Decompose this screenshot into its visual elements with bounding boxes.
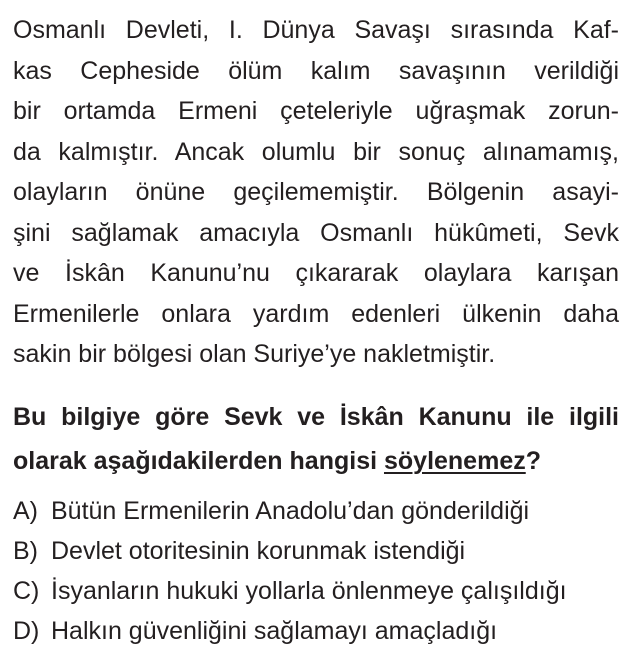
option-text: İsyanların hukuki yollarla önlenmeye çalışıldığı (51, 577, 567, 605)
question-line-prefix: olarak aşağıdakilerden hangisi (13, 447, 384, 475)
passage-line: olayların önüne geçilememiştir. Bölgenin asayi- (13, 178, 619, 206)
passage-line: sakin bir bölgesi olan Suriye’ye nakletmiştir. (13, 340, 496, 368)
question-stem (13, 395, 619, 483)
option-letter: D) (13, 617, 40, 645)
option-text: Devlet otoritesinin korunmak istendiği (51, 537, 466, 565)
passage-line: da kalmıştır. Ancak olumlu bir sonuç alınamamış, (13, 137, 619, 166)
option-letter: C) (13, 577, 40, 605)
option-letter: B) (13, 537, 38, 565)
passage-line: kas Cepheside ölüm kalım savaşının verildiği (13, 56, 619, 85)
option-a[interactable] (13, 491, 619, 531)
option-text: Bütün Ermenilerin Anadolu’dan gönderildiği (51, 497, 530, 525)
question-line: Bu bilgiye göre Sevk ve İskân Kanunu ile ilgili (13, 403, 619, 431)
answer-options (13, 491, 619, 651)
option-b[interactable] (13, 531, 619, 571)
option-letter: A) (13, 497, 38, 525)
passage-line: ve İskân Kanunu’nu çıkararak olaylara karışan (13, 259, 619, 287)
passage-line: şini sağlamak amacıyla Osmanlı hükûmeti, Sevk (13, 218, 619, 247)
option-text: Halkın güvenliğini sağlamayı amaçladığı (51, 617, 498, 645)
passage-line: Osmanlı Devleti, I. Dünya Savaşı sırasında Kaf- (13, 16, 619, 44)
option-c[interactable] (13, 571, 619, 611)
passage-line: bir ortamda Ermeni çeteleriyle uğraşmak zorun- (13, 97, 619, 125)
question-mark: ? (525, 447, 542, 475)
question-keyword: söylenemez (383, 447, 526, 475)
passage-line: Ermenilerle onlara yardım edenleri ülkenin daha (13, 299, 619, 328)
passage-text (13, 10, 619, 375)
question-line (13, 439, 619, 483)
option-d[interactable] (13, 611, 619, 651)
